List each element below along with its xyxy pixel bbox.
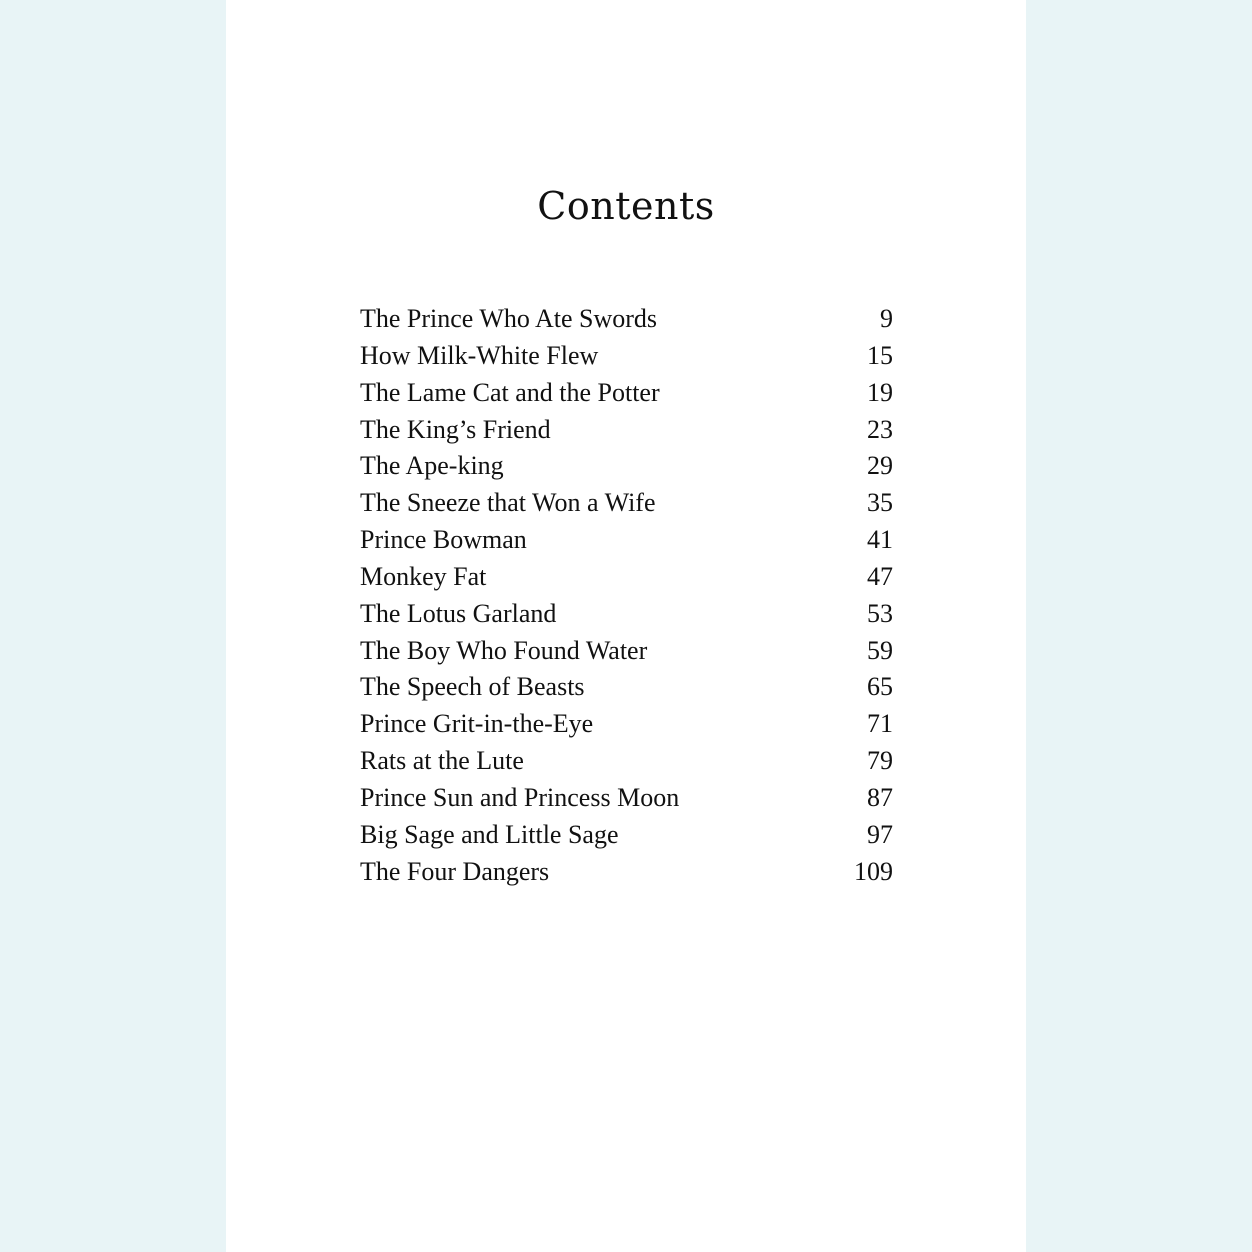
toc-entry-page: 35 xyxy=(867,488,893,518)
toc-entry-page: 71 xyxy=(867,709,893,739)
toc-entry-page: 9 xyxy=(880,304,893,333)
toc-entry xyxy=(360,488,893,525)
toc-entry-title: The Sneeze that Won a Wife xyxy=(360,488,656,518)
toc-entry-page: 109 xyxy=(854,856,893,886)
toc-entry-title: The Four Dangers xyxy=(360,856,550,886)
toc-entry-page: 47 xyxy=(867,561,893,591)
toc-entry-title: Big Sage and Little Sage xyxy=(360,819,619,849)
toc-entry-title: How Milk-White Flew xyxy=(360,340,599,370)
toc-entry xyxy=(360,820,893,857)
toc-entry-title: The Speech of Beasts xyxy=(360,672,585,702)
toc-entry-title: Prince Sun and Princess Moon xyxy=(360,782,680,812)
toc-entry-page: 53 xyxy=(867,598,893,628)
toc-entry xyxy=(360,672,893,709)
toc-entry xyxy=(360,636,893,673)
toc-entry xyxy=(360,378,893,415)
toc-entry-page: 23 xyxy=(867,414,893,444)
toc-entry-page: 65 xyxy=(867,672,893,702)
toc-entry-page: 97 xyxy=(867,819,893,849)
toc-entry-page: 59 xyxy=(867,635,893,665)
toc-entry xyxy=(360,783,893,820)
table-of-contents xyxy=(360,304,893,894)
toc-entry-title: Prince Grit-in-the-Eye xyxy=(360,709,594,739)
toc-entry-page: 79 xyxy=(867,746,893,776)
toc-entry-title: The Lame Cat and the Potter xyxy=(360,377,660,407)
toc-entry xyxy=(360,709,893,746)
toc-entry xyxy=(360,304,893,341)
contents-heading: Contents xyxy=(537,184,715,228)
toc-entry-page: 15 xyxy=(867,340,893,370)
toc-entry-page: 87 xyxy=(867,782,893,812)
toc-entry-title: The King’s Friend xyxy=(360,414,551,444)
toc-entry xyxy=(360,599,893,636)
toc-entry-title: The Boy Who Found Water xyxy=(360,635,648,665)
toc-entry-title: The Ape-king xyxy=(360,451,504,481)
toc-entry-page: 41 xyxy=(867,525,893,555)
toc-entry xyxy=(360,451,893,488)
book-page xyxy=(226,0,1026,1252)
toc-entry-title: The Lotus Garland xyxy=(360,598,557,628)
toc-entry-page: 29 xyxy=(867,451,893,481)
toc-entry-title: Rats at the Lute xyxy=(360,746,524,776)
toc-entry xyxy=(360,857,893,894)
toc-entry xyxy=(360,746,893,783)
toc-entry-title: Monkey Fat xyxy=(360,561,487,591)
toc-entry-title: Prince Bowman xyxy=(360,525,527,555)
toc-entry xyxy=(360,562,893,599)
toc-entry xyxy=(360,415,893,452)
toc-entry xyxy=(360,341,893,378)
toc-entry xyxy=(360,525,893,562)
toc-entry-page: 19 xyxy=(867,377,893,407)
toc-entry-title: The Prince Who Ate Swords xyxy=(360,304,658,333)
